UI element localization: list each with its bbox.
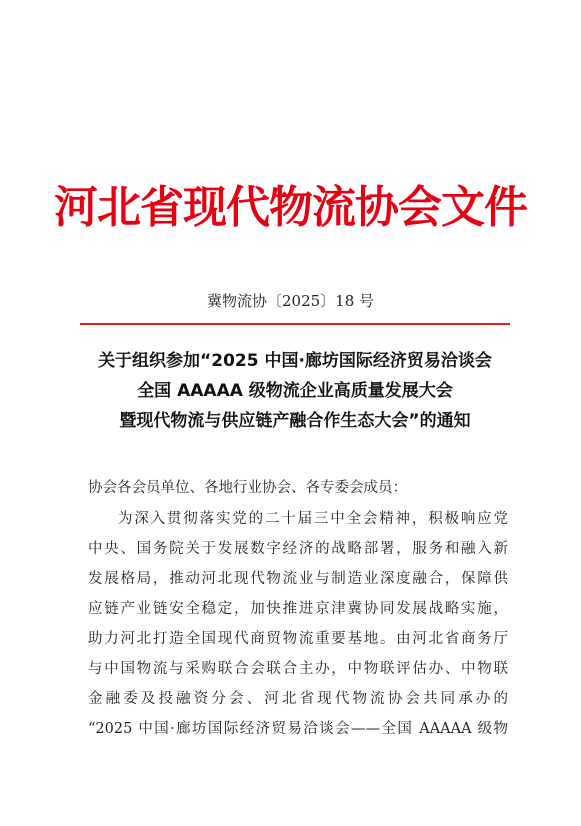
body-line: 发展格局，推动河北现代物流业与制造业深度融合，保障供	[88, 571, 508, 587]
body-line: 助力河北打造全国现代商贸物流重要基地。由河北省商务厅	[88, 631, 508, 647]
body-line: 为深入贯彻落实党的二十届三中全会精神，积极响应党	[118, 511, 508, 527]
header-divider	[80, 323, 510, 325]
body-line: 与中国物流与采购联合会联合主办，中物联评估办、中物联	[88, 661, 508, 677]
body-line: 应链产业链安全稳定，加快推进京津冀协同发展战略实施，	[88, 601, 508, 617]
notice-title-line-3: 暨现代物流与供应链产融合作生态大会”的通知	[119, 411, 471, 431]
body-line: 中央、国务院关于发展数字经济的战略部署，服务和融入新	[88, 541, 508, 557]
notice-title-line-2: 全国 AAAAA 级物流企业高质量发展大会	[137, 381, 453, 401]
org-document-header: 河北省现代物流协会文件	[54, 182, 527, 233]
body-paragraph	[88, 504, 508, 744]
notice-title	[60, 346, 530, 436]
salutation: 协会各会员单位、各地行业协会、各专委会成员：	[88, 480, 407, 496]
body-line: 金融委及投融资分会、河北省现代物流协会共同承办的	[88, 691, 508, 707]
body-line: “2025 中国·廊坊国际经济贸易洽谈会——全国 AAAAA 级物	[88, 721, 508, 737]
notice-title-line-1: 关于组织参加“2025 中国·廊坊国际经济贸易洽谈会	[98, 351, 492, 371]
document-number: 冀物流协〔2025〕18 号	[206, 292, 375, 310]
